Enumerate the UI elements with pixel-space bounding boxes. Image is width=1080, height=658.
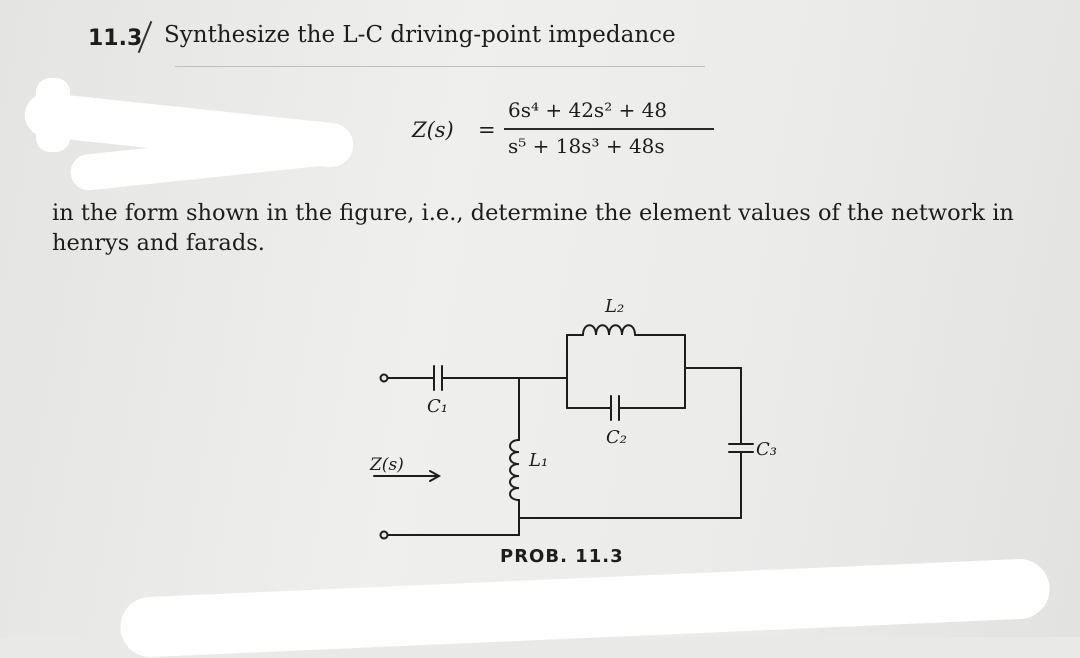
wire-bottom bbox=[388, 518, 741, 535]
label-input-impedance: Z(s) bbox=[370, 455, 404, 475]
inductor-l1-symbol bbox=[510, 440, 519, 500]
problem-statement: in the form shown in the figure, i.e., determine the element values of the network in henrys and farads. bbox=[52, 200, 1014, 256]
problem-number: 11.3 bbox=[88, 26, 143, 51]
inductor-l2-symbol bbox=[583, 325, 635, 335]
formula-numerator: 6s⁴ + 42s² + 48 bbox=[508, 98, 668, 122]
capacitor-c1-symbol bbox=[434, 366, 442, 390]
problem-title: Synthesize the L-C driving-point impedance bbox=[164, 22, 676, 48]
formula-equals: = bbox=[478, 118, 496, 142]
figure-caption: PROB. 11.3 bbox=[500, 546, 624, 567]
label-l2: L₂ bbox=[605, 296, 625, 317]
input-terminal-bottom bbox=[381, 532, 388, 539]
capacitor-c3-symbol bbox=[729, 444, 753, 452]
label-c3: C₃ bbox=[756, 439, 777, 460]
formula-lhs: Z(s) bbox=[412, 118, 454, 142]
capacitor-c2-symbol bbox=[611, 396, 619, 420]
label-l1: L₁ bbox=[529, 450, 549, 471]
label-c1: C₁ bbox=[427, 396, 448, 417]
formula-denominator: s⁵ + 18s³ + 48s bbox=[508, 134, 665, 158]
input-terminal-top bbox=[381, 375, 388, 382]
label-c2: C₂ bbox=[606, 427, 627, 448]
